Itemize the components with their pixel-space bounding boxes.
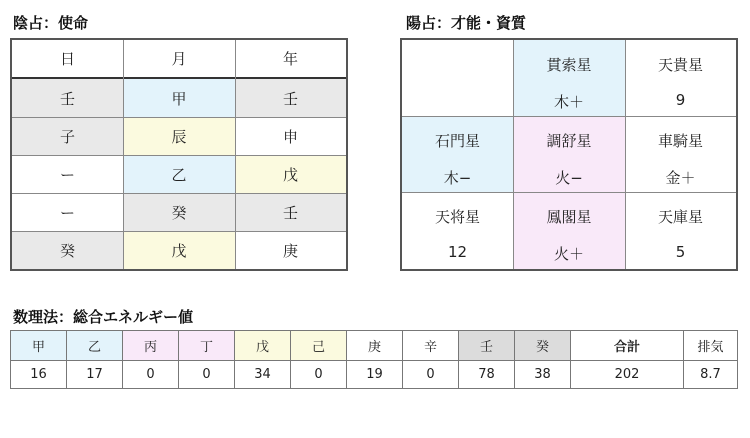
energy-value: 17: [67, 361, 123, 389]
insen-title: 陰占：使命: [13, 14, 89, 32]
star-value: 5: [675, 243, 686, 261]
yousen-table: [400, 38, 738, 271]
energy-value: 19: [347, 361, 403, 389]
energy-title: 数理法：総合エネルギー値: [13, 308, 194, 326]
yousen-row-divider: [402, 192, 736, 193]
insen-cell: 甲: [123, 79, 235, 117]
energy-header: 乙: [67, 331, 123, 361]
insen-cell: 癸: [12, 231, 123, 269]
insen-cell: ー: [12, 193, 123, 231]
insen-header-1: 月: [123, 40, 235, 77]
insen-cell: 辰: [123, 117, 235, 155]
energy-value: 0: [179, 361, 235, 389]
insen-cell: 申: [235, 117, 346, 155]
energy-header: 甲: [11, 331, 67, 361]
energy-header: 癸: [515, 331, 571, 361]
energy-haiki-value: 8.7: [684, 361, 738, 389]
star-cell: [625, 40, 736, 116]
energy-value: 0: [123, 361, 179, 389]
star-name: 貫索星: [546, 56, 592, 74]
insen-cell: 子: [12, 117, 123, 155]
star-value: 木＋: [553, 93, 584, 111]
energy-header: 丁: [179, 331, 235, 361]
insen-row-divider: [12, 117, 346, 118]
energy-value: 34: [235, 361, 291, 389]
energy-haiki-label: 排気: [684, 331, 738, 361]
insen-row-divider: [12, 193, 346, 194]
star-name: 石門星: [434, 132, 480, 150]
insen-cell: ー: [12, 155, 123, 193]
energy-value: 0: [291, 361, 347, 389]
energy-header: 壬: [459, 331, 515, 361]
insen-col-divider: [123, 40, 124, 269]
star-name: 天庫星: [657, 208, 703, 226]
insen-cell: 癸: [123, 193, 235, 231]
insen-header-0: 日: [12, 40, 123, 77]
insen-table: [10, 38, 348, 271]
star-cell: [625, 116, 736, 192]
yousen-title: 陽占：才能・資質: [406, 14, 527, 32]
star-name: 鳳閣星: [546, 208, 592, 226]
yousen-col-divider: [513, 40, 514, 269]
star-name: 車騎星: [657, 132, 703, 150]
energy-value: 38: [515, 361, 571, 389]
energy-header: 己: [291, 331, 347, 361]
insen-cell: 壬: [235, 79, 346, 117]
star-name: 調舒星: [546, 132, 592, 150]
energy-header: 庚: [347, 331, 403, 361]
energy-header: 辛: [403, 331, 459, 361]
insen-row-divider: [12, 155, 346, 156]
star-name: 天将星: [434, 208, 480, 226]
insen-header-2: 年: [235, 40, 346, 77]
insen-col-divider: [235, 40, 236, 269]
insen-cell: 壬: [235, 193, 346, 231]
energy-header: 戊: [235, 331, 291, 361]
star-cell: [402, 40, 513, 116]
star-name: 天貴星: [657, 56, 703, 74]
insen-cell: 庚: [235, 231, 346, 269]
energy-header: 丙: [123, 331, 179, 361]
energy-value: 78: [459, 361, 515, 389]
star-cell: [625, 192, 736, 269]
energy-total-value: 202: [571, 361, 684, 389]
star-value: 金＋: [665, 169, 696, 187]
star-cell: [513, 192, 625, 269]
energy-table: [10, 330, 738, 389]
yousen-row-divider: [402, 116, 736, 117]
star-value: 木−: [443, 169, 472, 187]
yousen-col-divider: [625, 40, 626, 269]
energy-value: 0: [403, 361, 459, 389]
insen-row-divider: [12, 231, 346, 232]
insen-cell: 戊: [123, 231, 235, 269]
insen-cell: 壬: [12, 79, 123, 117]
star-value: 9: [675, 91, 686, 109]
star-value: 火−: [555, 169, 583, 187]
star-value: 火＋: [553, 245, 584, 263]
energy-total-label: 合計: [571, 331, 684, 361]
star-cell: [402, 116, 513, 192]
star-cell: [402, 192, 513, 269]
energy-value: 16: [11, 361, 67, 389]
insen-cell: 戊: [235, 155, 346, 193]
star-value: 12: [447, 243, 468, 261]
insen-cell: 乙: [123, 155, 235, 193]
star-cell: [513, 40, 625, 116]
star-cell: [513, 116, 625, 192]
